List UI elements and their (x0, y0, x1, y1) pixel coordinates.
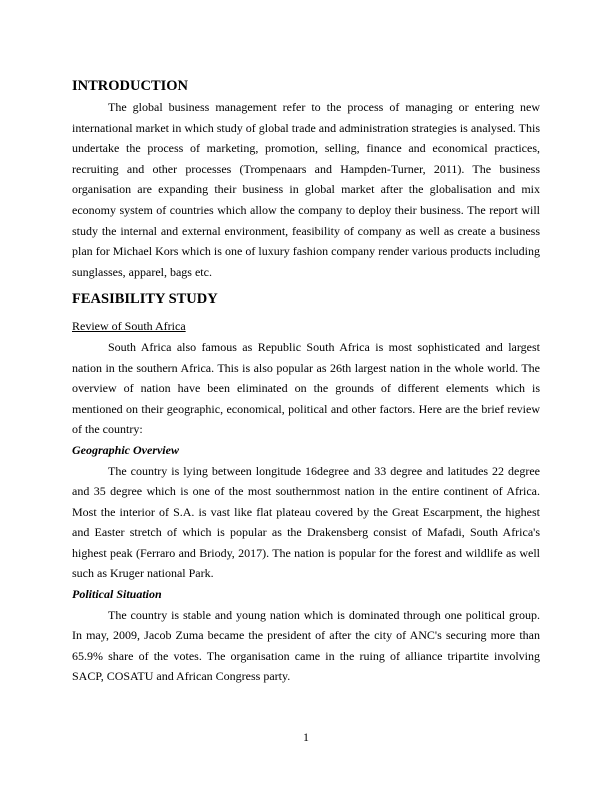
political-situation-subheading: Political Situation (72, 587, 162, 602)
introduction-heading: INTRODUCTION (72, 78, 189, 94)
geographic-overview-subheading: Geographic Overview (72, 442, 179, 457)
feasibility-study-heading: FEASIBILITY STUDY (72, 291, 218, 308)
political-situation-paragraph: The country is stable and young nation which is dominated through one political group. In may, 2009, Jacob Zuma became the president of after the city of ANC's securing more than 65.9% share of the votes. The organisation came in the ruing of alliance tripartite involving SACP, COSATU and African Congress party. (72, 607, 540, 684)
review-south-africa-subheading: Review of South Africa (72, 319, 186, 334)
page-number: 1 (303, 730, 309, 744)
review-south-africa-paragraph: South Africa also famous as Republic South Africa is most sophisticated and largest nation in the southern Africa. This is also popular as 26th largest nation in the whole world. The overview of nation have been eliminated on the grounds of different elements which is mentioned on their geographic, economical, political and other factors. Here are the brief review of the country: (72, 339, 540, 437)
geographic-overview-paragraph: The country is lying between longitude 16degree and 33 degree and latitudes 22 degree and 35 degree which is one of the most southernmost nation in the entire continent of Africa. Most the interior of S.A. is vast like flat plateau covered by the Great Escarpment, the highest and Easter stretch of which is popular as the Drakensberg consist of Mafadi, South Africa's highest peak (Ferraro and Briody, 2017). The nation is popular for the forest and wildlife as well such as Kruger national Park. (72, 463, 540, 581)
introduction-paragraph: The global business management refer to the process of managing or entering new international market in which study of global trade and administration strategies is analysed. This undertake the process of marketing, promotion, selling, finance and economical practices, recruiting and other processes (Trompenaars and Hampden-Turner, 2011). The business organisation are expanding their business in global market after the globalisation and mix economy system of countries which allow the company to deploy their business. The report will study the internal and external environment, feasibility of company as well as create a business plan for Michael Kors which is one of luxury fashion company render various products including sunglasses, apparel, bags etc. (72, 100, 540, 279)
page-content (72, 76, 540, 687)
